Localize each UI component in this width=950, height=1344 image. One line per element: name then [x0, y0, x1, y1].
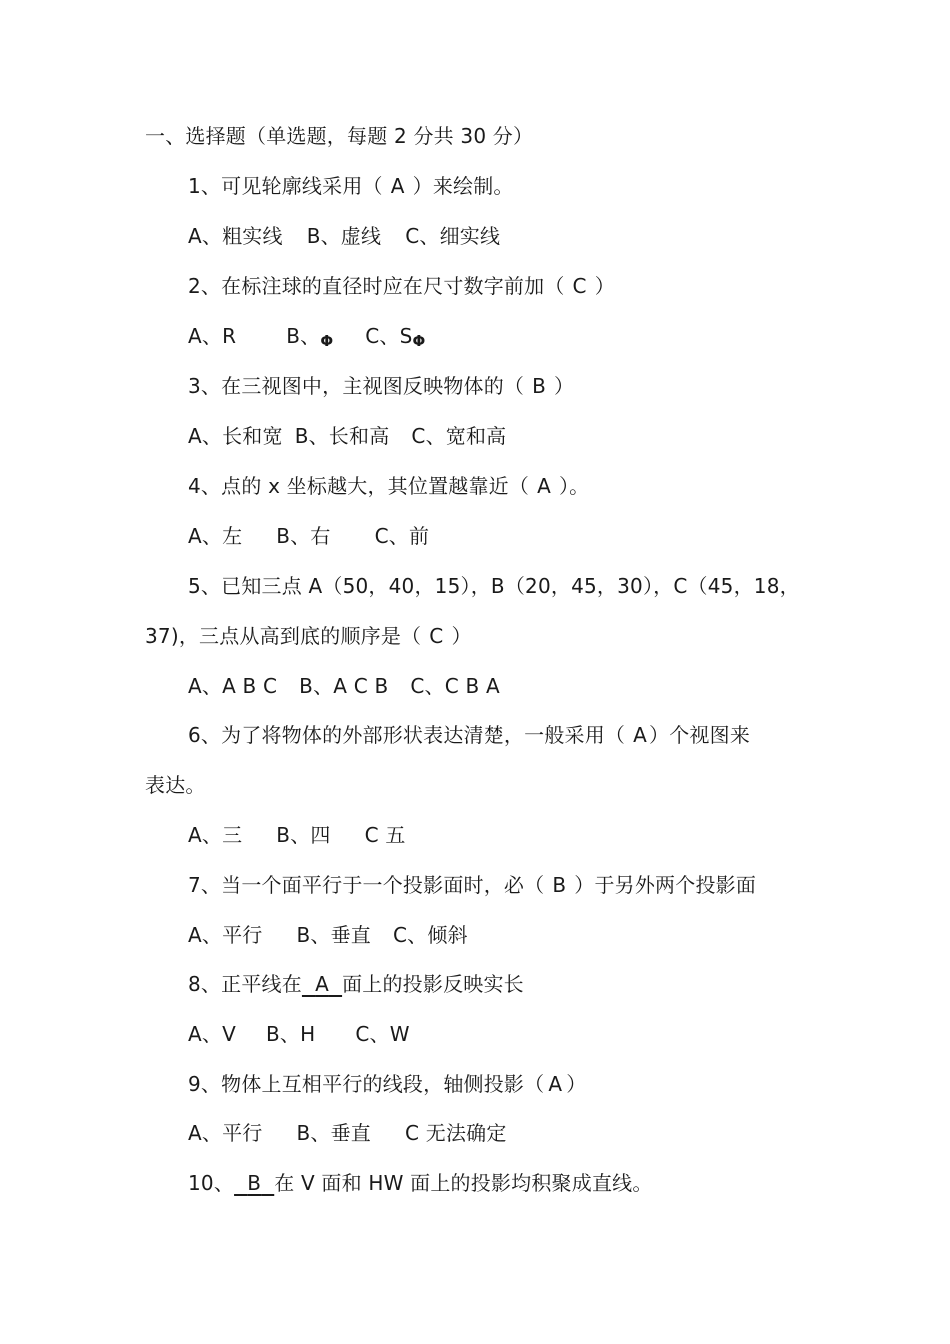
question-stem-end: ）: [594, 274, 615, 298]
option-c: C、倾斜: [393, 923, 468, 947]
question-stem: 8、正平线在: [188, 972, 302, 996]
answer: A: [633, 723, 648, 747]
option-c: C 无法确定: [405, 1121, 507, 1145]
question-stem: 5、已知三点 A（50，40，15），B（20，45，30），C（45，18，: [188, 574, 800, 598]
option-b: B、虚线: [306, 224, 382, 248]
question-stem-end: ）。: [558, 474, 590, 498]
question-stem-end: ）于另外两个投影面: [574, 873, 757, 897]
question-stem: 1、可见轮廓线采用（: [188, 174, 383, 198]
question-3: [188, 373, 574, 399]
answer: B: [532, 374, 547, 398]
option-c: C、宽和高: [411, 424, 507, 448]
options-1: [188, 223, 500, 249]
option-b: B、A C B: [299, 674, 389, 698]
question-stem: 4、点的 x 坐标越大，其位置越靠近（: [188, 474, 530, 498]
option-c: C 五: [364, 823, 406, 847]
options-6: [188, 822, 406, 848]
option-b: B、H: [265, 1022, 316, 1046]
answer: A: [537, 474, 551, 498]
question-1: [188, 173, 514, 199]
answer: C: [572, 274, 587, 298]
answer: C: [429, 624, 444, 648]
option-b: B、垂直: [296, 1121, 372, 1145]
question-6-continued: [145, 772, 206, 798]
answer: A: [548, 1072, 563, 1096]
question-6: [188, 722, 750, 748]
option-a: A、平行: [188, 1121, 263, 1145]
answer: A: [390, 174, 405, 198]
question-4: [188, 473, 589, 499]
option-a: A、三: [188, 823, 243, 847]
question-8: [188, 971, 524, 997]
option-c: C、前: [374, 524, 430, 548]
question-stem-end: 面上的投影反映实长: [342, 972, 524, 996]
question-stem-continued: 37)，三点从高到底的顺序是（: [145, 624, 422, 648]
option-c: C、W: [355, 1022, 410, 1046]
option-c: C、细实线: [405, 224, 501, 248]
question-stem: 6、为了将物体的外部形状表达清楚，一般采用（: [188, 723, 626, 747]
question-2: [188, 273, 615, 299]
answer: B: [552, 873, 567, 897]
question-stem-end: ）: [554, 374, 575, 398]
question-stem: 9、物体上互相平行的线段，轴侧投影（: [188, 1072, 545, 1096]
option-c: C、S: [365, 324, 413, 348]
question-stem-end: ）: [566, 1072, 587, 1096]
phi-symbol: Φ: [320, 332, 334, 350]
answer: B: [247, 1171, 262, 1195]
phi-symbol: Φ: [412, 332, 426, 350]
options-8: [188, 1021, 410, 1047]
question-stem-continued: 表达。: [145, 773, 206, 797]
option-a: A、V: [188, 1022, 236, 1046]
question-stem-end: 在 V 面和 HW 面上的投影均积聚成直线。: [274, 1171, 653, 1195]
option-a: A、左: [188, 524, 243, 548]
answer: A: [315, 972, 329, 996]
question-stem: 2、在标注球的直径时应在尺寸数字前加（: [188, 274, 565, 298]
option-b: B、右: [276, 524, 331, 548]
option-a: A、A B C: [188, 674, 278, 698]
question-stem: 3、在三视图中，主视图反映物体的（: [188, 374, 525, 398]
option-b: B、长和高: [294, 424, 390, 448]
answer-blank: [234, 1171, 274, 1195]
question-stem: 10、: [188, 1171, 235, 1195]
option-b: B、四: [276, 823, 331, 847]
options-9: [188, 1120, 507, 1146]
question-stem-end: ）个视图来: [649, 723, 751, 747]
options-3: [188, 423, 506, 449]
question-9: [188, 1071, 586, 1097]
options-5: [188, 673, 500, 699]
question-stem-end: ）来绘制。: [412, 174, 514, 198]
option-a: A、平行: [188, 923, 263, 947]
question-stem-end: ）: [451, 624, 472, 648]
option-c: C、C B A: [410, 674, 500, 698]
options-4: [188, 523, 429, 549]
options-2: [188, 323, 425, 351]
option-a: A、长和宽: [188, 424, 283, 448]
answer-blank: [302, 972, 342, 996]
option-b: B、垂直: [296, 923, 372, 947]
options-7: [188, 922, 468, 948]
option-a: A、R: [188, 324, 237, 348]
question-5-continued: [145, 623, 472, 649]
question-stem: 7、当一个面平行于一个投影面时，必（: [188, 873, 545, 897]
question-5: [188, 573, 800, 599]
question-10: [188, 1170, 653, 1196]
section-heading: 一、选择题（单选题，每题 2 分共 30 分）: [145, 124, 534, 148]
question-7: [188, 872, 756, 898]
option-a: A、粗实线: [188, 224, 283, 248]
option-b: B、: [286, 324, 321, 348]
